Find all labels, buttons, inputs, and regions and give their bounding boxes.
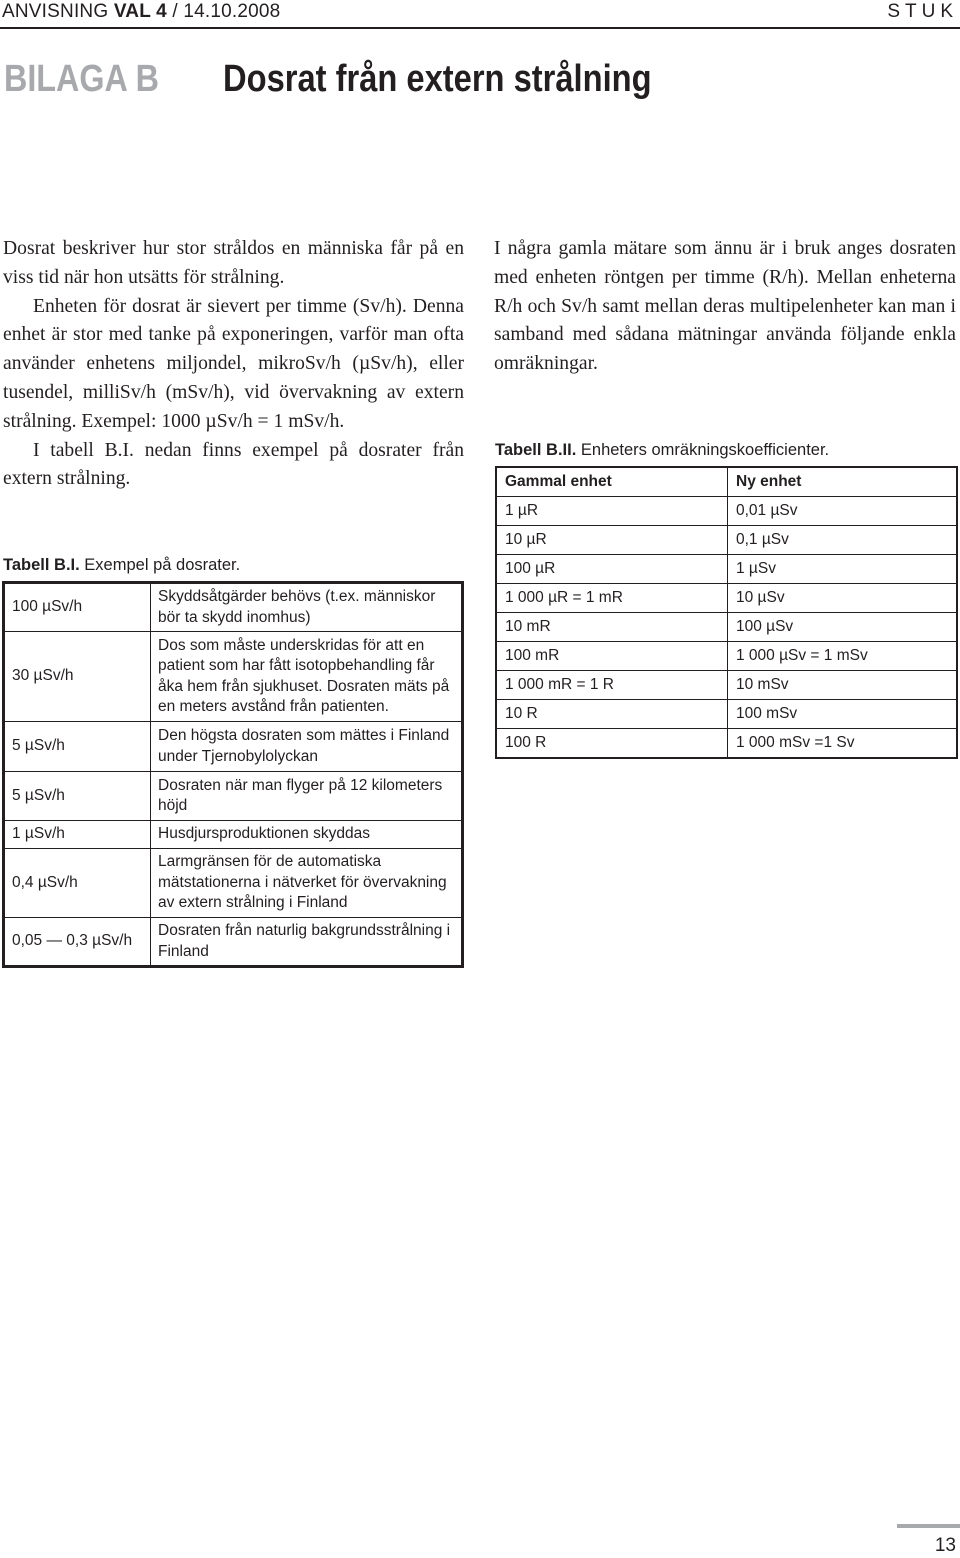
paragraph-3: I tabell B.I. nedan finns exempel på dosrater från extern strålning. bbox=[3, 439, 464, 490]
table-row bbox=[496, 555, 957, 584]
rate-cell: 0,4 µSv/h bbox=[4, 849, 151, 918]
rate-cell: 5 µSv/h bbox=[4, 722, 151, 772]
unit-conversion-table bbox=[495, 466, 958, 759]
new-unit-cell: 1 000 mSv =1 Sv bbox=[728, 729, 958, 759]
table-row bbox=[4, 821, 463, 849]
new-unit-cell: 0,01 µSv bbox=[728, 497, 958, 526]
header-prefix: ANVISNING bbox=[2, 1, 114, 22]
header-old-unit: Gammal enhet bbox=[496, 467, 728, 497]
table-row bbox=[496, 671, 957, 700]
page-title: Dosrat från extern strålning bbox=[223, 58, 652, 100]
new-unit-cell: 1 µSv bbox=[728, 555, 958, 584]
right-column-text bbox=[494, 235, 956, 379]
footer-rule bbox=[897, 1524, 960, 1528]
left-column-text bbox=[3, 235, 464, 494]
table-row bbox=[496, 584, 957, 613]
table2-caption bbox=[495, 441, 829, 460]
page-header bbox=[0, 0, 960, 30]
description-cell: Skyddsåtgärder behövs (t.ex. människor bör ta skydd inomhus) bbox=[151, 583, 463, 632]
table-row bbox=[496, 729, 957, 759]
table2-caption-text: Enheters omräkningskoefficienter. bbox=[576, 441, 830, 459]
description-cell: Dosraten när man flyger på 12 kilometers höjd bbox=[151, 772, 463, 821]
old-unit-cell: 1 µR bbox=[496, 497, 728, 526]
rate-cell: 100 µSv/h bbox=[4, 583, 151, 632]
old-unit-cell: 100 R bbox=[496, 729, 728, 759]
old-unit-cell: 10 R bbox=[496, 700, 728, 729]
header-publisher: STUK bbox=[887, 1, 958, 22]
appendix-label: BILAGA B bbox=[4, 58, 159, 100]
new-unit-cell: 1 000 µSv = 1 mSv bbox=[728, 642, 958, 671]
table-row bbox=[496, 613, 957, 642]
table-row bbox=[4, 722, 463, 772]
header-divider bbox=[0, 27, 960, 29]
old-unit-cell: 1 000 µR = 1 mR bbox=[496, 584, 728, 613]
rate-cell: 5 µSv/h bbox=[4, 772, 151, 821]
old-unit-cell: 1 000 mR = 1 R bbox=[496, 671, 728, 700]
description-cell: Husdjursproduktionen skyddas bbox=[151, 821, 463, 849]
paragraph-1: Dosrat beskriver hur stor stråldos en människa får på en viss tid när hon utsätts för strålning. bbox=[3, 238, 464, 288]
table1-caption-text: Exempel på dosrater. bbox=[79, 556, 241, 574]
table-row bbox=[496, 700, 957, 729]
table-header-row bbox=[496, 467, 957, 497]
table-row bbox=[4, 583, 463, 632]
table1-caption-label: Tabell B.I. bbox=[3, 556, 80, 574]
description-cell: Larmgränsen för de automatiska mätstationerna i nätverket för övervakning av extern strålning i Finland bbox=[151, 849, 463, 918]
table-row bbox=[4, 772, 463, 821]
table1-caption bbox=[3, 556, 240, 575]
paragraph-4: I några gamla mätare som ännu är i bruk anges dosraten med enheten röntgen per timme (R/h). Mellan enheterna R/h och Sv/h samt mellan deras multipelenheter kan man i samband med sådana mätningar använda följande enkla omräkningar. bbox=[494, 238, 956, 375]
header-new-unit: Ny enhet bbox=[728, 467, 958, 497]
table-row bbox=[496, 497, 957, 526]
table-row bbox=[496, 642, 957, 671]
rate-cell: 30 µSv/h bbox=[4, 632, 151, 722]
new-unit-cell: 0,1 µSv bbox=[728, 526, 958, 555]
old-unit-cell: 10 µR bbox=[496, 526, 728, 555]
header-document-id bbox=[2, 1, 280, 23]
description-cell: Dos som måste underskridas för att en patient som har fått isotopbehandling får åka hem från sjukhuset. Dosraten mäts på en meters avstånd från patienten. bbox=[151, 632, 463, 722]
rate-cell: 1 µSv/h bbox=[4, 821, 151, 849]
table-row bbox=[4, 632, 463, 722]
table-row bbox=[496, 526, 957, 555]
description-cell: Den högsta dosraten som mättes i Finland under Tjernobylolyckan bbox=[151, 722, 463, 772]
table-row bbox=[4, 918, 463, 967]
paragraph-2: Enheten för dosrat är sievert per timme (Sv/h). Denna enhet är stor med tanke på exponeringen, varför man ofta använder enhetens miljondel, mikroSv/h (µSv/h), eller tusendel, milliSv/h (mSv/h), vid övervakning av extern strålning. Exempel: 1000 µSv/h = 1 mSv/h. bbox=[3, 295, 464, 432]
header-guide-code: VAL 4 bbox=[113, 1, 167, 22]
description-cell: Dosraten från naturlig bakgrundsstrålning i Finland bbox=[151, 918, 463, 967]
new-unit-cell: 100 µSv bbox=[728, 613, 958, 642]
dose-rate-table bbox=[2, 581, 464, 968]
header-date: / 14.10.2008 bbox=[166, 1, 281, 22]
table-row bbox=[4, 849, 463, 918]
new-unit-cell: 10 µSv bbox=[728, 584, 958, 613]
new-unit-cell: 100 mSv bbox=[728, 700, 958, 729]
page-number: 13 bbox=[934, 1535, 956, 1556]
new-unit-cell: 10 mSv bbox=[728, 671, 958, 700]
old-unit-cell: 10 mR bbox=[496, 613, 728, 642]
rate-cell: 0,05 — 0,3 µSv/h bbox=[4, 918, 151, 967]
old-unit-cell: 100 µR bbox=[496, 555, 728, 584]
old-unit-cell: 100 mR bbox=[496, 642, 728, 671]
table2-caption-label: Tabell B.II. bbox=[495, 441, 577, 459]
